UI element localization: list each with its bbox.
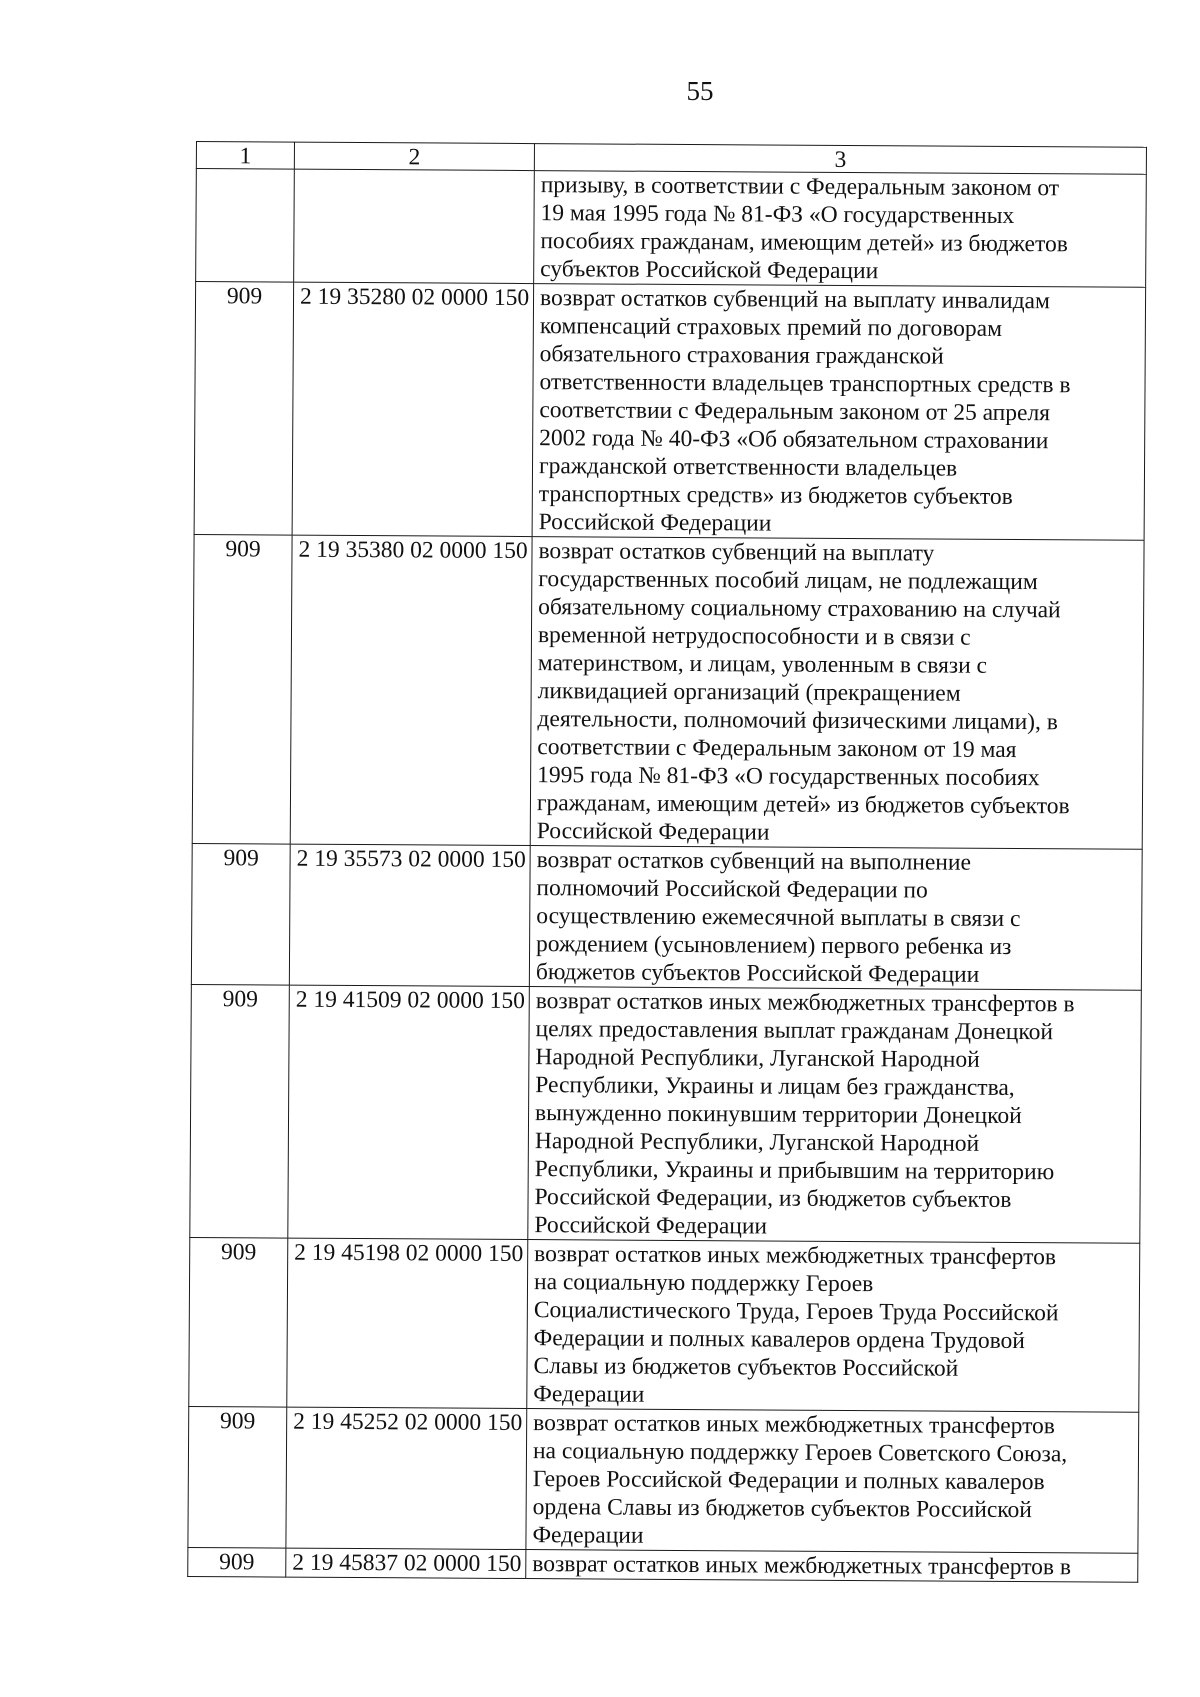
description-line: возврат остатков субвенций на выплату инвалидам xyxy=(539,285,1050,315)
description-line: призыву, в соответствии с Федеральным законом от xyxy=(540,172,1060,202)
budget-code-cell xyxy=(294,169,535,283)
admin-code-cell: 909 xyxy=(192,534,292,844)
admin-code-cell: 909 xyxy=(189,1237,288,1407)
description-cell xyxy=(529,846,1142,991)
description-line: Республики, Украины и лицам без гражданства, xyxy=(535,1072,1015,1102)
description-line: на социальную поддержку Героев xyxy=(533,1269,874,1298)
description-line: ответственности владельцев транспортных средств в xyxy=(539,369,1071,399)
description-cell xyxy=(530,537,1144,850)
budget-code-cell: 2 19 45252 02 0000 150 xyxy=(286,1407,527,1549)
description-line: Народной Республики, Луганской Народной xyxy=(535,1044,980,1073)
description-line: бюджетов субъектов Российской Федерации xyxy=(535,959,980,988)
description-line: транспортных средств» из бюджетов субъектов xyxy=(538,481,1013,510)
description-line: обязательному социальному страхованию на случай xyxy=(538,594,1061,624)
description-line: гражданам, имеющим детей» из бюджетов субъектов xyxy=(536,790,1070,820)
table-row xyxy=(196,169,1147,288)
description-cell xyxy=(526,1550,1138,1583)
table-row xyxy=(189,1237,1140,1412)
admin-code-cell: 909 xyxy=(190,984,290,1238)
description-cell xyxy=(526,1409,1139,1554)
description-line: на социальную поддержку Героев Советского Союза, xyxy=(532,1438,1068,1468)
description-line: возврат остатков иных межбюджетных трансфертов в xyxy=(535,988,1075,1018)
description-line: Славы из бюджетов субъектов Российской xyxy=(533,1353,959,1382)
admin-code-cell: 909 xyxy=(191,843,290,985)
budget-code-cell: 2 19 45198 02 0000 150 xyxy=(287,1238,528,1408)
description-line: 19 мая 1995 года № 81-ФЗ «О государственных xyxy=(540,200,1015,229)
budget-code-cell: 2 19 35280 02 0000 150 xyxy=(292,282,534,536)
budget-code-cell: 2 19 45837 02 0000 150 xyxy=(286,1548,526,1578)
table-row xyxy=(190,984,1142,1243)
description-line: ликвидацией организаций (прекращением xyxy=(537,678,961,707)
description-line: возврат остатков иных межбюджетных трансфертов в xyxy=(532,1551,1072,1581)
description-line: Федерации и полных кавалеров ордена Трудовой xyxy=(533,1325,1025,1355)
description-line: материнством, и лицам, уволенным в связи с xyxy=(537,650,988,679)
description-line: возврат остатков субвенций на выполнение xyxy=(536,847,972,876)
description-line: соответствии с Федеральным законом от 25 апреля xyxy=(539,397,1051,427)
description-line: Федерации xyxy=(533,1381,645,1408)
description-line: временной нетрудоспособности и в связи с xyxy=(537,622,971,651)
budget-codes-table-wrap xyxy=(187,141,1146,1587)
description-cell xyxy=(534,171,1147,288)
budget-code-cell: 2 19 41509 02 0000 150 xyxy=(288,985,530,1239)
description-line: соответствии с Федеральным законом от 19 мая xyxy=(537,734,1017,764)
description-line: Федерации xyxy=(532,1522,644,1549)
column-header-1: 1 xyxy=(196,142,294,170)
description-line: Российской Федерации xyxy=(538,509,772,537)
description-line: Народной Республики, Луганской Народной xyxy=(534,1128,980,1157)
description-line: рождением (усыновлением) первого ребенка из xyxy=(536,931,1012,960)
description-line: Героев Российской Федерации и полных кавалеров xyxy=(532,1466,1045,1496)
description-line: 1995 года № 81-ФЗ «О государственных пособиях xyxy=(537,762,1040,792)
description-cell xyxy=(528,987,1142,1244)
budget-code-cell: 2 19 35573 02 0000 150 xyxy=(289,844,530,986)
description-line: ордена Славы из бюджетов субъектов Российской xyxy=(532,1494,1032,1524)
table-row xyxy=(194,282,1146,541)
description-line: Социалистического Труда, Героев Труда Российской xyxy=(533,1297,1059,1327)
description-line: возврат остатков иных межбюджетных трансфертов xyxy=(534,1241,1057,1271)
description-line: полномочий Российской Федерации по xyxy=(536,875,928,904)
admin-code-cell: 909 xyxy=(188,1547,286,1577)
table-row xyxy=(191,843,1142,990)
description-line: деятельности, полномочий физическими лицами), в xyxy=(537,706,1058,736)
column-header-3: 3 xyxy=(534,144,1146,175)
description-line: возврат остатков субвенций на выплату xyxy=(538,538,935,567)
description-line: обязательного страхования гражданской xyxy=(539,341,944,370)
description-line: Российской Федерации xyxy=(536,818,770,846)
table-row xyxy=(188,1406,1139,1553)
description-line: гражданской ответственности владельцев xyxy=(538,453,958,482)
description-line: государственных пособий лицам, не подлежащим xyxy=(538,566,1038,596)
description-line: Российской Федерации xyxy=(534,1212,768,1240)
description-line: осуществлению ежемесячной выплаты в связи с xyxy=(536,903,1021,933)
budget-codes-table xyxy=(187,141,1147,1583)
description-line: возврат остатков иных межбюджетных трансфертов xyxy=(533,1410,1056,1440)
page-number: 55 xyxy=(686,76,714,106)
description-line: субъектов Российской Федерации xyxy=(540,256,879,285)
admin-code-cell xyxy=(196,169,295,283)
description-line: вынужденно покинувшим территории Донецкой xyxy=(534,1100,1022,1130)
description-line: Республики, Украины и прибывшим на территорию xyxy=(534,1156,1055,1186)
admin-code-cell: 909 xyxy=(194,282,294,536)
column-header-2: 2 xyxy=(294,142,534,170)
table-row xyxy=(188,1547,1138,1582)
description-cell xyxy=(527,1240,1140,1413)
description-line: Российской Федерации, из бюджетов субъектов xyxy=(534,1184,1012,1214)
table-row xyxy=(192,534,1144,849)
description-line: пособиях гражданам, имеющим детей» из бюджетов xyxy=(540,228,1068,258)
description-line: 2002 года № 40-ФЗ «Об обязательном страховании xyxy=(539,425,1049,455)
table-body xyxy=(188,142,1147,1583)
description-line: целях предоставления выплат гражданам Донецкой xyxy=(535,1016,1054,1046)
budget-code-cell: 2 19 35380 02 0000 150 xyxy=(290,535,532,845)
description-cell xyxy=(532,284,1146,541)
description-line: компенсаций страховых премий по договорам xyxy=(539,313,1003,342)
admin-code-cell: 909 xyxy=(188,1406,287,1548)
